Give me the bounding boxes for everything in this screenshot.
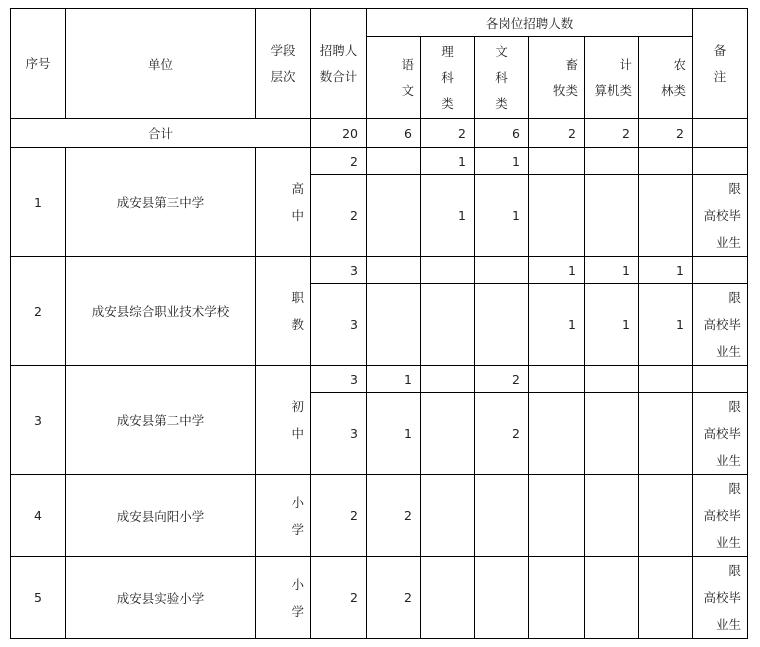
row-value [529,393,585,475]
row-remark [693,366,748,393]
header-remark: 备注 [693,9,748,119]
row-seq: 4 [11,475,66,557]
row-value [475,475,529,557]
row-remark: 限 高校毕 业生 [693,175,748,257]
row-remark [693,148,748,175]
table-row [11,366,748,393]
summary-total: 20 [311,119,367,148]
row-value: 1 [421,175,475,257]
row-value [367,257,421,284]
header-seq: 序号 [11,9,66,119]
summary-value: 6 [367,119,421,148]
row-value [585,393,639,475]
row-total: 3 [311,257,367,284]
row-value: 1 [585,257,639,284]
row-level: 小 学 [256,557,311,639]
row-value: 1 [475,148,529,175]
row-value: 2 [475,393,529,475]
row-seq: 3 [11,366,66,475]
row-value [639,557,693,639]
row-total: 3 [311,284,367,366]
row-value [639,175,693,257]
row-value [421,366,475,393]
row-value [421,393,475,475]
row-total: 2 [311,557,367,639]
row-total: 2 [311,148,367,175]
row-value [639,475,693,557]
row-value [585,175,639,257]
row-value [585,148,639,175]
recruitment-table-wrap [10,8,748,639]
row-value: 1 [585,284,639,366]
row-value: 1 [529,284,585,366]
row-total: 3 [311,366,367,393]
row-remark: 限 高校毕 业生 [693,393,748,475]
row-value [475,557,529,639]
row-seq: 2 [11,257,66,366]
row-value [585,366,639,393]
summary-value: 2 [639,119,693,148]
header-subject-chinese: 语 文 [367,37,421,119]
header-subject-agriculture: 农 林类 [639,37,693,119]
row-value [367,148,421,175]
summary-value: 2 [421,119,475,148]
row-value: 1 [367,366,421,393]
row-value [529,557,585,639]
summary-label: 合计 [11,119,311,148]
row-value [639,366,693,393]
row-value: 1 [639,284,693,366]
row-value [585,475,639,557]
row-value [475,284,529,366]
row-remark: 限 高校毕 业生 [693,284,748,366]
header-total: 招聘人数合计 [311,9,367,119]
recruitment-table [10,8,748,639]
table-row [11,257,748,284]
row-value [475,257,529,284]
row-value [421,284,475,366]
summary-row [11,119,748,148]
row-value [529,148,585,175]
row-value [529,475,585,557]
header-subject-science: 理 科 类 [421,37,475,119]
row-seq: 1 [11,148,66,257]
row-total: 2 [311,175,367,257]
row-seq: 5 [11,557,66,639]
summary-value: 2 [585,119,639,148]
summary-remark [693,119,748,148]
row-value [421,475,475,557]
row-value [421,557,475,639]
header-subject-animal-husbandry: 畜 牧类 [529,37,585,119]
row-level: 初 中 [256,366,311,475]
row-total: 3 [311,393,367,475]
row-unit: 成安县第二中学 [66,366,256,475]
row-value: 1 [529,257,585,284]
row-level: 小 学 [256,475,311,557]
row-value [367,175,421,257]
row-unit: 成安县综合职业技术学校 [66,257,256,366]
row-value [529,366,585,393]
row-value [421,257,475,284]
summary-value: 6 [475,119,529,148]
table-row [11,557,748,639]
row-remark [693,257,748,284]
row-value [585,557,639,639]
row-value: 2 [475,366,529,393]
row-remark: 限 高校毕 业生 [693,557,748,639]
row-value [639,393,693,475]
header-level: 学段层次 [256,9,311,119]
row-unit: 成安县向阳小学 [66,475,256,557]
row-value: 2 [367,475,421,557]
row-value [367,284,421,366]
row-remark: 限 高校毕 业生 [693,475,748,557]
header-group: 各岗位招聘人数 [367,9,693,37]
row-level: 高 中 [256,148,311,257]
row-value: 1 [475,175,529,257]
row-value [639,148,693,175]
row-total: 2 [311,475,367,557]
row-value [529,175,585,257]
header-unit: 单位 [66,9,256,119]
row-value: 1 [639,257,693,284]
row-value: 1 [367,393,421,475]
row-level: 职 教 [256,257,311,366]
row-value: 1 [421,148,475,175]
row-unit: 成安县第三中学 [66,148,256,257]
row-value: 2 [367,557,421,639]
table-row [11,475,748,557]
header-subject-liberal-arts: 文 科 类 [475,37,529,119]
row-unit: 成安县实验小学 [66,557,256,639]
header-subject-computer: 计 算机类 [585,37,639,119]
summary-value: 2 [529,119,585,148]
table-row [11,148,748,175]
